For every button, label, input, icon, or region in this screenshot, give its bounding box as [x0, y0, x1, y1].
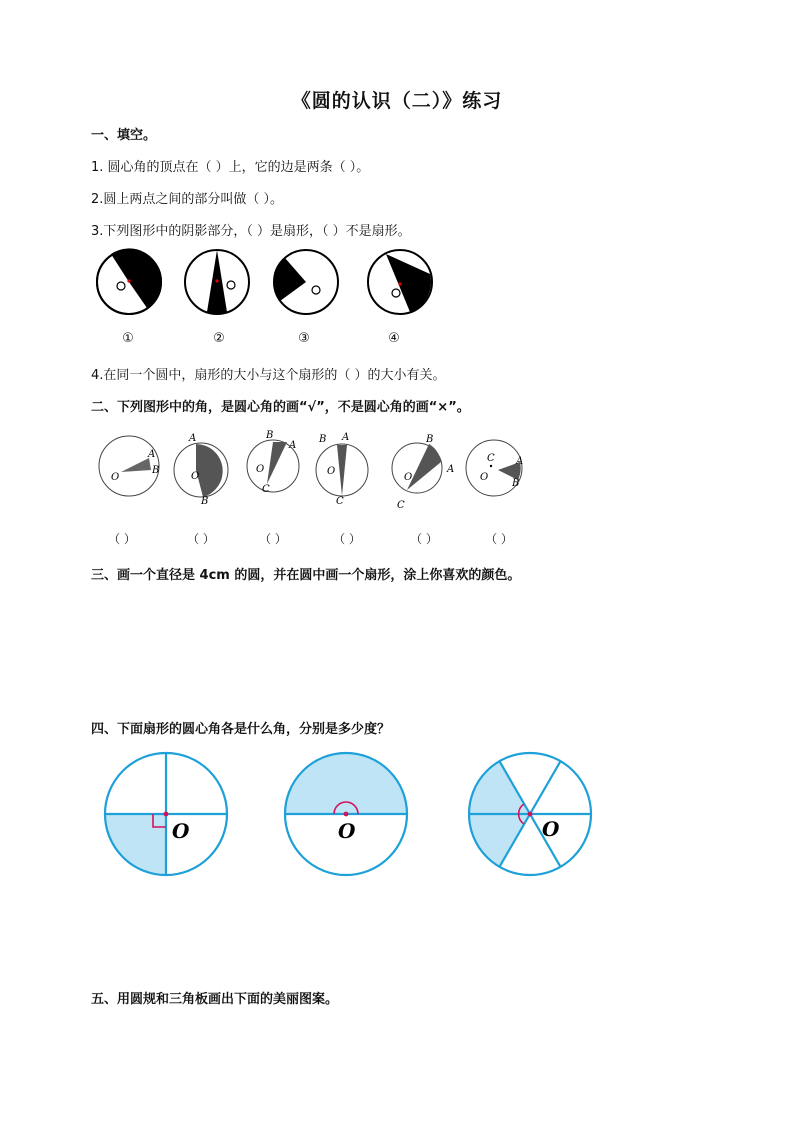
question-2: 2.圆上两点之间的部分叫做（ ）。 — [91, 192, 284, 207]
answer-mark-5[interactable]: （ ） — [410, 532, 438, 546]
s2-figure-4 — [314, 428, 374, 510]
s4-label-O2: O — [338, 819, 356, 843]
s4-label-O3: O — [542, 817, 560, 841]
answer-mark-6[interactable]: （ ） — [485, 532, 513, 546]
answer-mark-4[interactable]: （ ） — [333, 532, 361, 546]
svg-text:O: O — [404, 472, 413, 483]
s2-figure-3 — [245, 424, 305, 496]
q3-label-2: ② — [213, 331, 225, 346]
section5-heading: 五、用圆规和三角板画出下面的美丽图案。 — [91, 992, 339, 1007]
s4-figure-1 — [104, 752, 232, 878]
svg-text:B: B — [426, 434, 434, 445]
svg-text:B: B — [512, 478, 520, 489]
svg-text:C: C — [397, 500, 405, 511]
svg-text:C: C — [262, 484, 270, 495]
svg-text:C: C — [336, 496, 344, 507]
section1-heading: 一、填空。 — [91, 128, 157, 143]
s2-label-O1: O — [111, 472, 120, 483]
svg-text:C: C — [487, 453, 495, 464]
answer-mark-3[interactable]: （ ） — [259, 532, 287, 546]
answer-mark-1[interactable]: （ ） — [108, 532, 136, 546]
s2-figure-5 — [391, 428, 457, 512]
svg-text:O: O — [480, 472, 489, 483]
s4-figure-2 — [284, 752, 412, 878]
q3-figure-4 — [366, 250, 436, 316]
svg-text:A: A — [189, 433, 197, 444]
svg-text:A: A — [516, 456, 524, 467]
q3-label-3: ③ — [298, 331, 310, 346]
svg-text:O: O — [256, 464, 265, 475]
question-3: 3.下列图形中的阴影部分，（ ）是扇形，（ ）不是扇形。 — [91, 224, 411, 239]
section3-heading: 三、画一个直径是 4cm 的圆，并在圆中画一个扇形，涂上你喜欢的颜色。 — [91, 568, 521, 583]
svg-text:B: B — [319, 434, 327, 445]
section4-heading: 四、下面扇形的圆心角各是什么角，分别是多少度？ — [91, 722, 391, 737]
s2-figure-2 — [172, 428, 232, 512]
page-title: 《圆的认识（二）》练习 — [291, 90, 503, 112]
svg-text:A: A — [447, 464, 455, 475]
s4-label-O1: O — [172, 819, 190, 843]
q3-label-4: ④ — [388, 331, 400, 346]
section2-heading: 二、下列图形中的角，是圆心角的画“√”，不是圆心角的画“×”。 — [91, 400, 470, 415]
svg-text:O: O — [191, 471, 200, 482]
svg-text:O: O — [327, 466, 336, 477]
answer-mark-2[interactable]: （ ） — [187, 532, 215, 546]
svg-text:B: B — [201, 496, 209, 507]
s2-label-A1: A — [148, 449, 156, 460]
svg-text:A: A — [289, 440, 297, 451]
q3-figure-3 — [272, 250, 342, 316]
s4-figure-3 — [468, 752, 596, 878]
question-4: 4.在同一个圆中，扇形的大小与这个扇形的（ ）的大小有关。 — [91, 368, 446, 383]
s2-figure-1 — [97, 428, 165, 498]
s2-label-B1: B — [152, 465, 160, 476]
s2-figure-6 — [464, 438, 534, 500]
q3-figure-2 — [183, 250, 253, 316]
q3-label-1: ① — [122, 331, 134, 346]
svg-text:B: B — [266, 430, 274, 441]
q3-figure-1 — [95, 250, 165, 316]
svg-text:A: A — [342, 432, 350, 443]
question-1: 1. 圆心角的顶点在（ ）上，它的边是两条（ ）。 — [91, 160, 370, 175]
